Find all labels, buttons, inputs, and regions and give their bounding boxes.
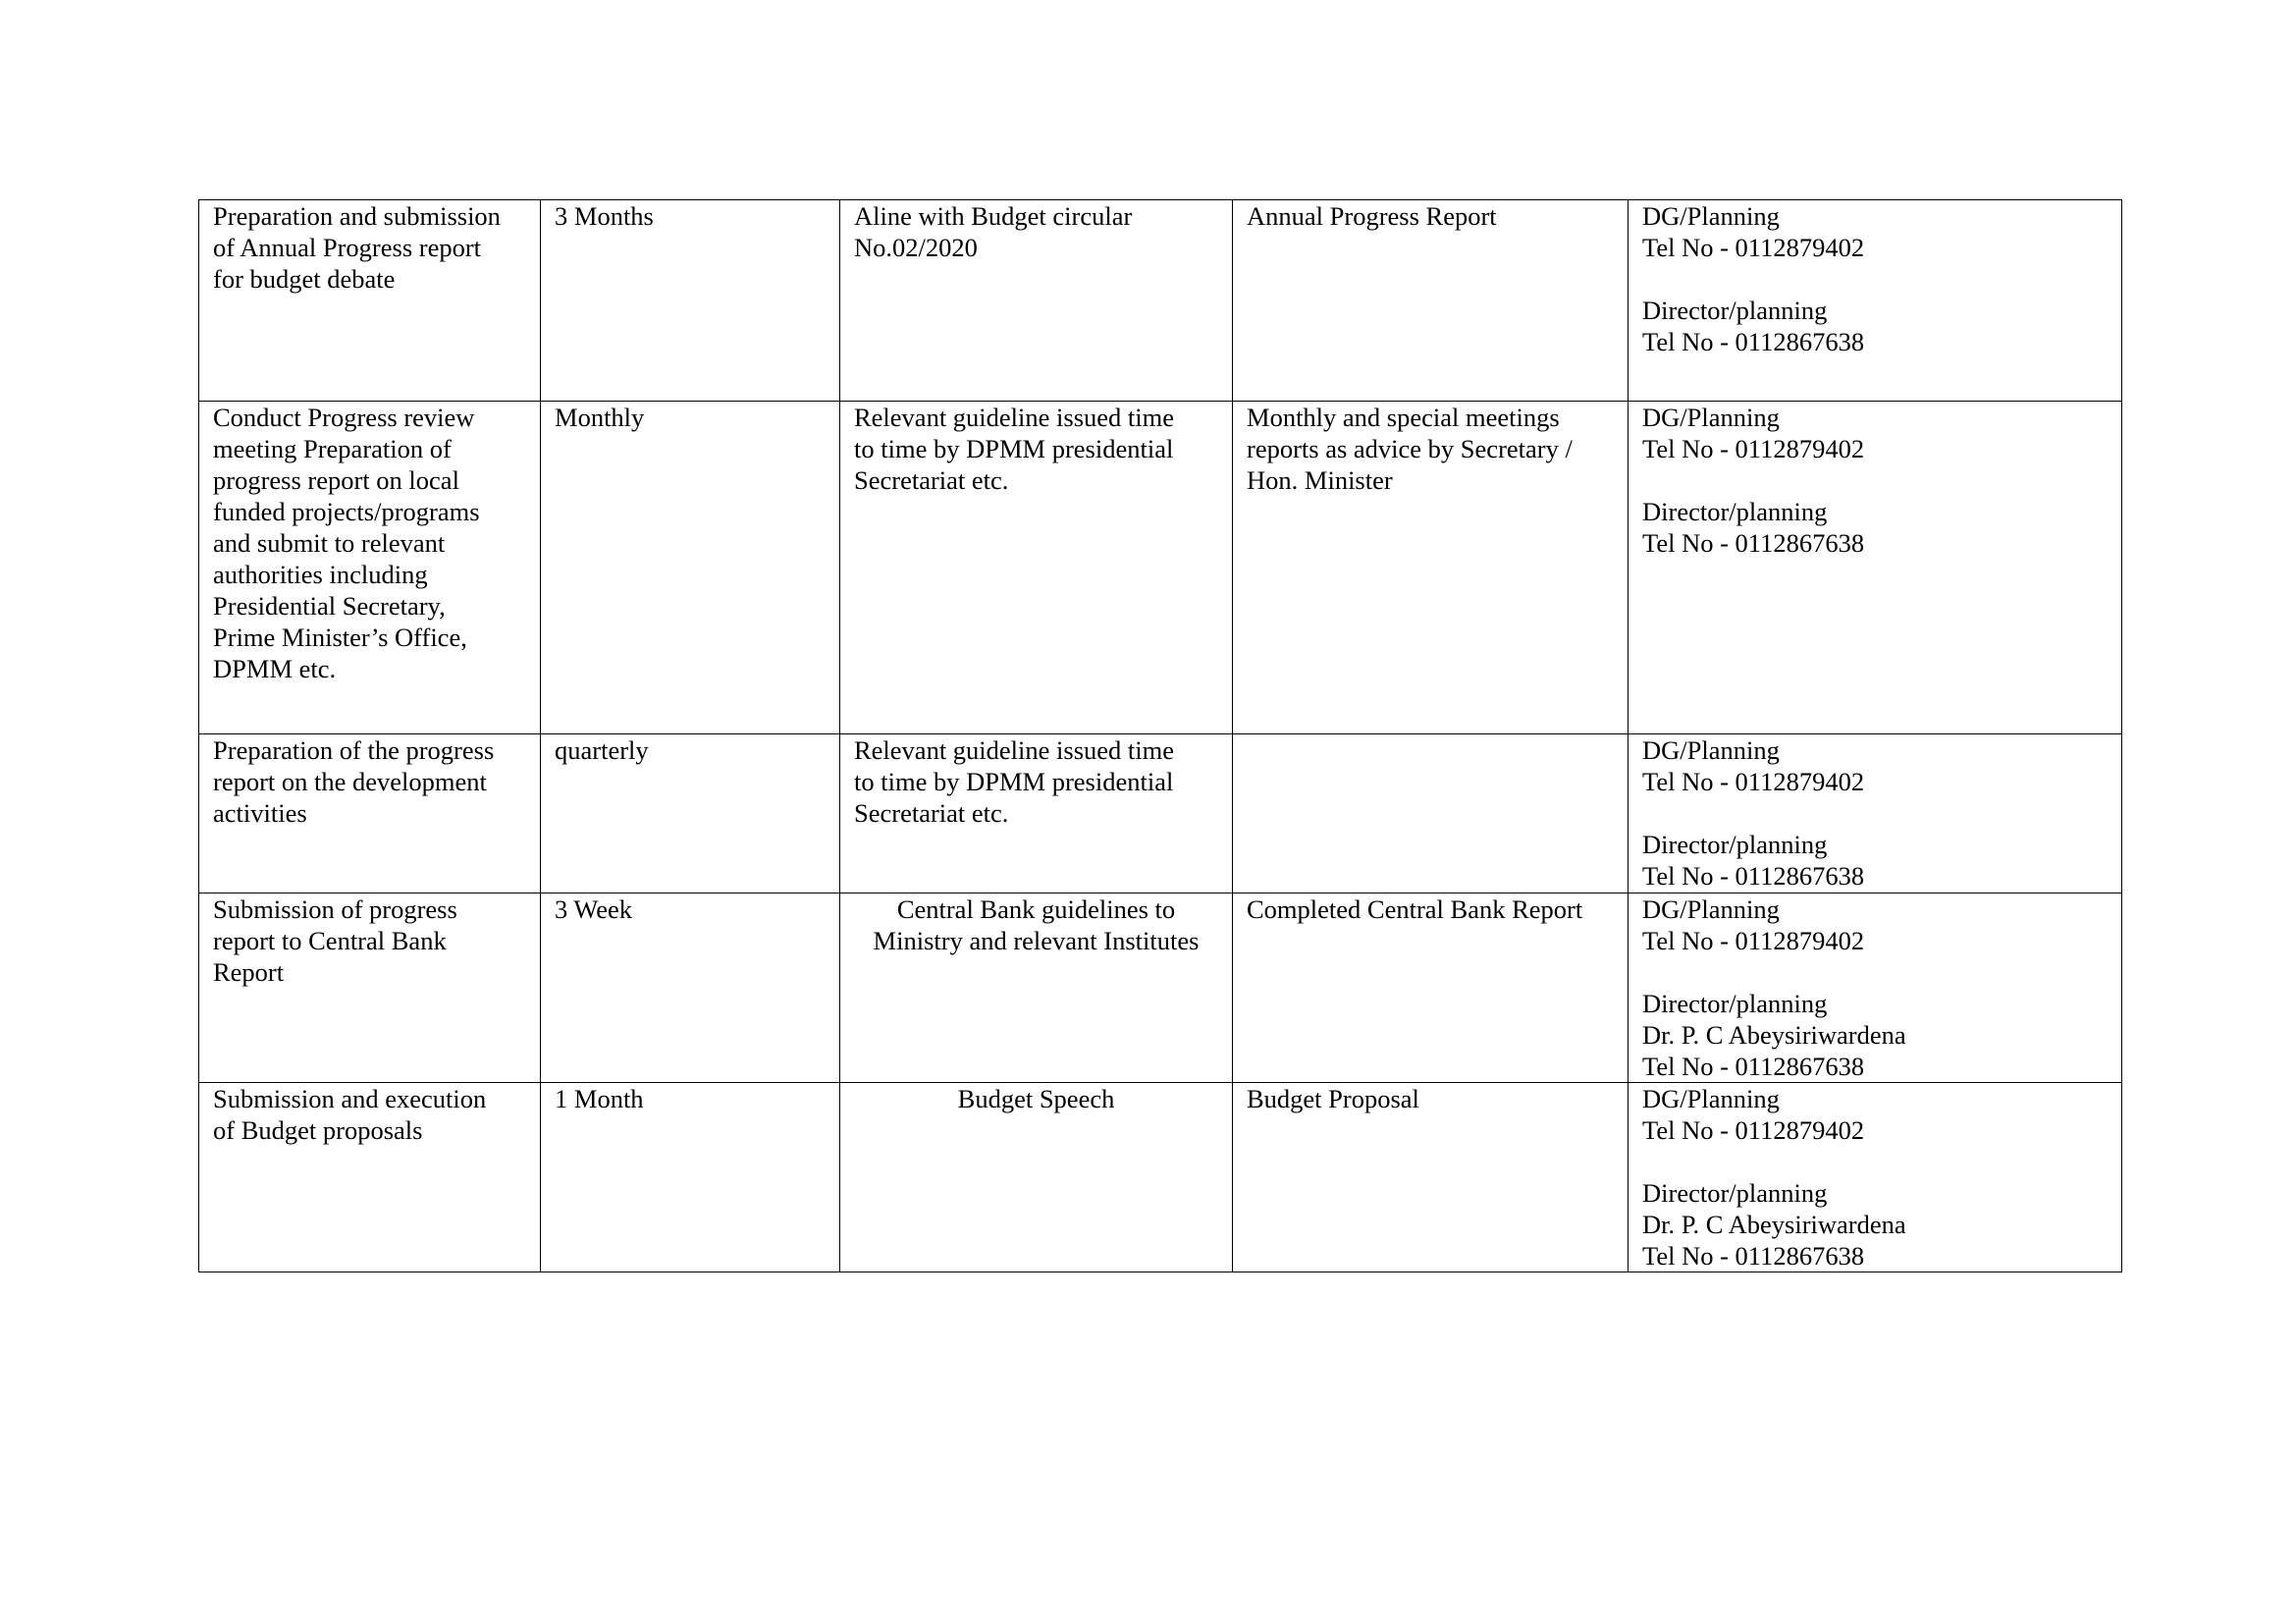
activity-cell: Submission of progress report to Central Bank Report <box>199 893 541 1083</box>
contact-cell: DG/Planning Tel No - 0112879402 Director/planning Tel No - 0112867638 <box>1629 734 2122 893</box>
time-frame-cell: 3 Week <box>541 893 840 1083</box>
time-frame-cell: Monthly <box>541 402 840 734</box>
output-cell: Completed Central Bank Report <box>1233 893 1629 1083</box>
guideline-cell: Relevant guideline issued time to time by DPMM presidential Secretariat etc. <box>840 734 1233 893</box>
output-cell: Monthly and special meetings reports as advice by Secretary / Hon. Minister <box>1233 402 1629 734</box>
output-cell: Budget Proposal <box>1233 1083 1629 1272</box>
contact-cell: DG/Planning Tel No - 0112879402 Director/planning Tel No - 0112867638 <box>1629 402 2122 734</box>
time-frame-cell: 1 Month <box>541 1083 840 1272</box>
table-row <box>199 200 2122 402</box>
table-row <box>199 402 2122 734</box>
contact-cell: DG/Planning Tel No - 0112879402 Director/planning Dr. P. C Abeysiriwardena Tel No - 0112867638 <box>1629 1083 2122 1272</box>
activity-cell: Submission and execution of Budget proposals <box>199 1083 541 1272</box>
table-row <box>199 1083 2122 1272</box>
guideline-cell: Relevant guideline issued time to time by DPMM presidential Secretariat etc. <box>840 402 1233 734</box>
activity-cell: Conduct Progress review meeting Preparation of progress report on local funded projects/programs and submit to relevant authorities including Presidential Secretary, Prime Minister’s Office, DPMM etc. <box>199 402 541 734</box>
time-frame-cell: quarterly <box>541 734 840 893</box>
activity-cell: Preparation of the progress report on the development activities <box>199 734 541 893</box>
activity-table <box>198 199 2122 1272</box>
guideline-cell: Aline with Budget circular No.02/2020 <box>840 200 1233 402</box>
guideline-cell: Central Bank guidelines to Ministry and relevant Institutes <box>840 893 1233 1083</box>
output-cell <box>1233 734 1629 893</box>
contact-cell: DG/Planning Tel No - 0112879402 Director/planning Tel No - 0112867638 <box>1629 200 2122 402</box>
time-frame-cell: 3 Months <box>541 200 840 402</box>
output-cell: Annual Progress Report <box>1233 200 1629 402</box>
table-row <box>199 893 2122 1083</box>
guideline-cell: Budget Speech <box>840 1083 1233 1272</box>
table-row <box>199 734 2122 893</box>
contact-cell: DG/Planning Tel No - 0112879402 Director/planning Dr. P. C Abeysiriwardena Tel No - 0112867638 <box>1629 893 2122 1083</box>
activity-cell: Preparation and submission of Annual Progress report for budget debate <box>199 200 541 402</box>
